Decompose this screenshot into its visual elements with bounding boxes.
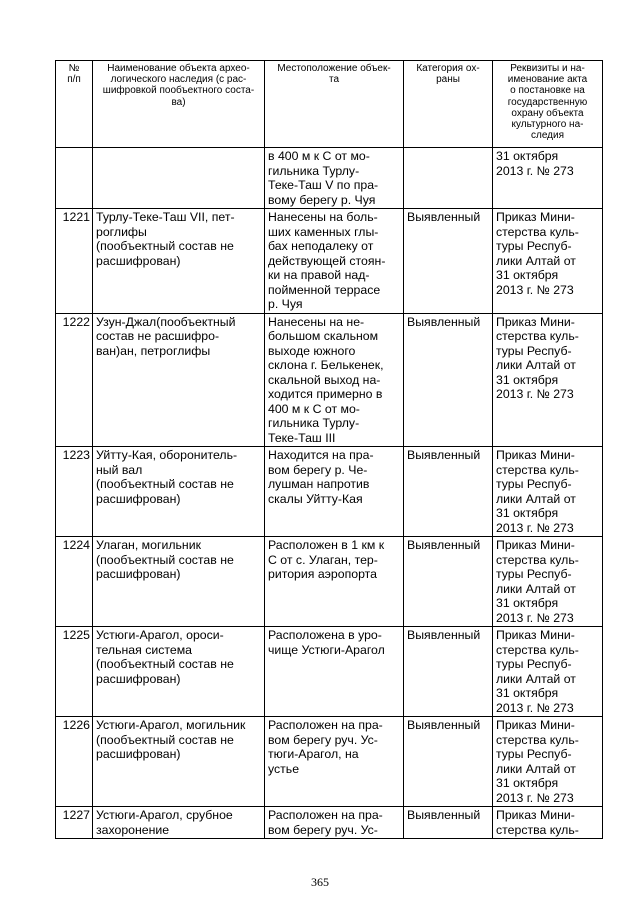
table-row (56, 627, 603, 717)
header-object-name: Наименование объекта архео- логического наследия (с рас- шифровкой пообъектного соста- ва) (93, 61, 265, 148)
row-act-details: Приказ Мини- стерства куль- туры Респуб- лики Алтай от 31 октября 2013 г. № 273 (493, 209, 603, 314)
row-number: 1223 (56, 447, 93, 537)
row-act-details: Приказ Мини- стерства куль- туры Респуб- лики Алтай от 31 октября 2013 г. № 273 (493, 537, 603, 627)
row-act-details: Приказ Мини- стерства куль- туры Респуб- лики Алтай от 31 октября 2013 г. № 273 (493, 717, 603, 807)
table-header-row (56, 61, 603, 148)
row-object-name (93, 148, 265, 209)
row-location: в 400 м к С от мо- гильника Турлу- Теке-Таш V по пра- вому берегу р. Чуя (265, 148, 404, 209)
row-location: Расположен на пра- вом берегу руч. Ус- тюги-Арагол, на устье (265, 717, 404, 807)
table-row (56, 717, 603, 807)
row-number: 1226 (56, 717, 93, 807)
header-location: Местоположение объек- та (265, 61, 404, 148)
row-act-details: Приказ Мини- стерства куль- туры Респуб- лики Алтай от 31 октября 2013 г. № 273 (493, 627, 603, 717)
row-object-name: Устюги-Арагол, могильник (пообъектный состав не расшифрован) (93, 717, 265, 807)
row-act-details: Приказ Мини- стерства куль- туры Респуб- лики Алтай от 31 октября 2013 г. № 273 (493, 313, 603, 447)
row-category (404, 148, 493, 209)
table-row (56, 447, 603, 537)
row-number: 1224 (56, 537, 93, 627)
header-number: № п/п (56, 61, 93, 148)
row-location: Расположена в уро- чище Устюги-Арагол (265, 627, 404, 717)
row-act-details: 31 октября 2013 г. № 273 (493, 148, 603, 209)
row-category: Выявленный (404, 717, 493, 807)
row-number: 1227 (56, 807, 93, 839)
header-category: Категория ох- раны (404, 61, 493, 148)
row-category: Выявленный (404, 209, 493, 314)
table-row (56, 209, 603, 314)
row-number: 1225 (56, 627, 93, 717)
header-act-details: Реквизиты и на- именование акта о постановке на государственную охрану объекта культурного на- следия (493, 61, 603, 148)
row-object-name: Улаган, могильник (пообъектный состав не расшифрован) (93, 537, 265, 627)
row-location: Расположен на пра- вом берегу руч. Ус- (265, 807, 404, 839)
row-location: Находится на пра- вом берегу р. Че- лушман напротив скалы Уйтту-Кая (265, 447, 404, 537)
row-location: Нанесены на боль- ших каменных глы- бах неподалеку от действующей стоян- ки на правой над- пойменной террасе р. Чуя (265, 209, 404, 314)
page-number: 365 (311, 875, 329, 889)
row-act-details: Приказ Мини- стерства куль- туры Респуб- лики Алтай от 31 октября 2013 г. № 273 (493, 447, 603, 537)
table-row (56, 148, 603, 209)
row-act-details: Приказ Мини- стерства куль- (493, 807, 603, 839)
table-row (56, 537, 603, 627)
row-category: Выявленный (404, 627, 493, 717)
table-row (56, 313, 603, 447)
row-location: Нанесены на не- большом скальном выходе южного склона г. Белькенек, скальной выход на- ходится примерно в 400 м к С от мо- гильника Турлу- Теке-Таш III (265, 313, 404, 447)
row-number: 1222 (56, 313, 93, 447)
row-object-name: Узун-Джал(пообъектный состав не расшифро- ван)ан, петроглифы (93, 313, 265, 447)
row-category: Выявленный (404, 447, 493, 537)
table-row (56, 807, 603, 839)
row-location: Расположен в 1 км к С от с. Улаган, тер- ритория аэропорта (265, 537, 404, 627)
row-category: Выявленный (404, 807, 493, 839)
heritage-registry-table (55, 60, 603, 839)
row-object-name: Устюги-Арагол, ороси- тельная система (пообъектный состав не расшифрован) (93, 627, 265, 717)
row-category: Выявленный (404, 313, 493, 447)
row-object-name: Турлу-Теке-Таш VII, пет- роглифы (пообъектный состав не расшифрован) (93, 209, 265, 314)
row-object-name: Уйтту-Кая, оборонитель- ный вал (пообъектный состав не расшифрован) (93, 447, 265, 537)
row-number (56, 148, 93, 209)
row-number: 1221 (56, 209, 93, 314)
row-category: Выявленный (404, 537, 493, 627)
row-object-name: Устюги-Арагол, срубное захоронение (93, 807, 265, 839)
